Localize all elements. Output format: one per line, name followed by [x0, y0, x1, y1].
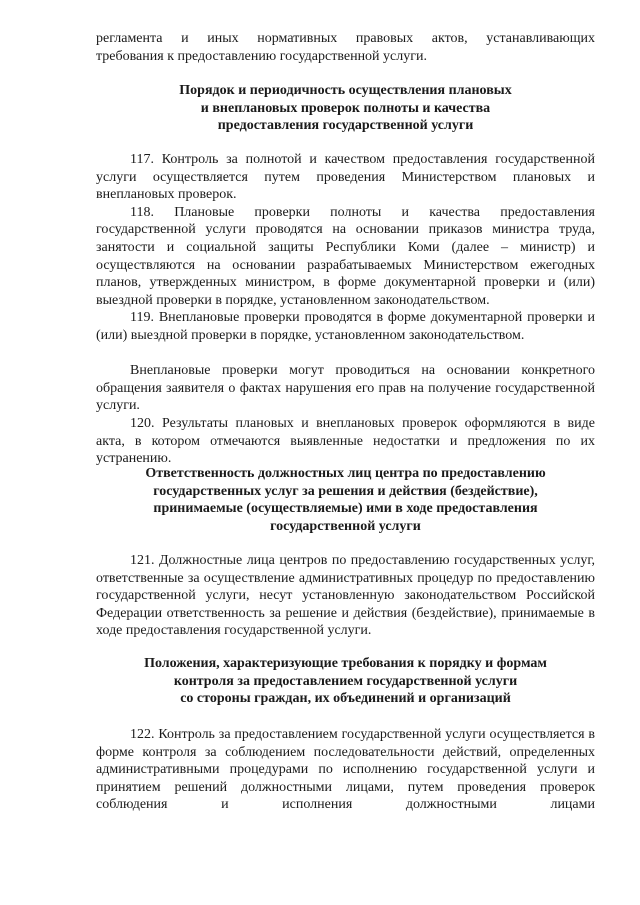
- heading-responsibility-line: Ответственность должностных лиц центра по предоставлению: [145, 466, 546, 481]
- intro-line-2: требования к предоставлению государственной услуги.: [96, 48, 427, 64]
- paragraph-117: 117. Контроль за полнотой и качеством предоставления государственной услуги осуществляется путем проведения Министерством плановых и внеплановых проверок.: [96, 152, 595, 203]
- heading-inspections: [96, 82, 595, 135]
- heading-citizen-control: [96, 655, 595, 708]
- heading-citizen-control-line: со стороны граждан, их объединений и организаций: [180, 691, 511, 707]
- paragraph-119-continuation: Внеплановые проверки могут проводиться на основании конкретного обращения заявителя о фактах нарушения его прав на получение государственной услуги.: [96, 363, 595, 414]
- heading-responsibility: [96, 465, 595, 535]
- heading-responsibility-line: государственной услуги: [270, 518, 421, 534]
- intro-line-1: регламента и иных нормативных правовых актов, устанавливающих: [96, 31, 595, 46]
- heading-inspections-line: предоставления государственной услуги: [217, 118, 474, 134]
- heading-inspections-line: и внеплановых проверок полноты и качества: [200, 100, 491, 116]
- paragraph-120: 120. Результаты плановых и внеплановых проверок оформляются в виде акта, в котором отмечаются выявленные недостатки и предложения по их устранению.: [96, 416, 595, 467]
- paragraph-121: 121. Должностные лица центров по предоставлению государственных услуг, ответственные за осуществление административных процедур по предоставлению государственной услуги, несут установленную законодательством Российской Федерации ответственность за решение и действия (бездействие), принимаемые в ходе предоставления государственной услуги.: [96, 553, 595, 639]
- heading-responsibility-line: принимаемые (осуществляемые) ими в ходе предоставления: [153, 501, 538, 517]
- heading-citizen-control-line: контроля за предоставлением государственной услуги: [173, 673, 518, 689]
- paragraph-118: 118. Плановые проверки полноты и качества предоставления государственной услуги проводятся на основании приказов министра труда, занятости и социальной защиты Республики Коми (далее – министр) и осуществляются на основании разрабатываемых Министерством ежегодных планов, утвержденных министром, в форме документарной проверки и (или) выездной проверки в порядке, установленном законодательством.: [96, 204, 595, 308]
- heading-inspections-line: Порядок и периодичность осуществления плановых: [179, 83, 512, 98]
- heading-citizen-control-line: Положения, характеризующие требования к порядку и формам: [144, 656, 547, 671]
- paragraph-119: 119. Внеплановые проверки проводятся в форме документарной проверки и (или) выездной проверки в порядке, установленном законодательством.: [96, 310, 595, 343]
- paragraph-122: 122. Контроль за предоставлением государственной услуги осуществляется в форме контроля за соблюдением последовательности действий, определенных административными процедурами по исполнению государственной услуги и принятием решений должностными лицами, путем проведения проверок соблюдения и исполнения должностными лицами: [96, 727, 595, 813]
- heading-responsibility-line: государственных услуг за решения и действия (бездействие),: [153, 483, 538, 499]
